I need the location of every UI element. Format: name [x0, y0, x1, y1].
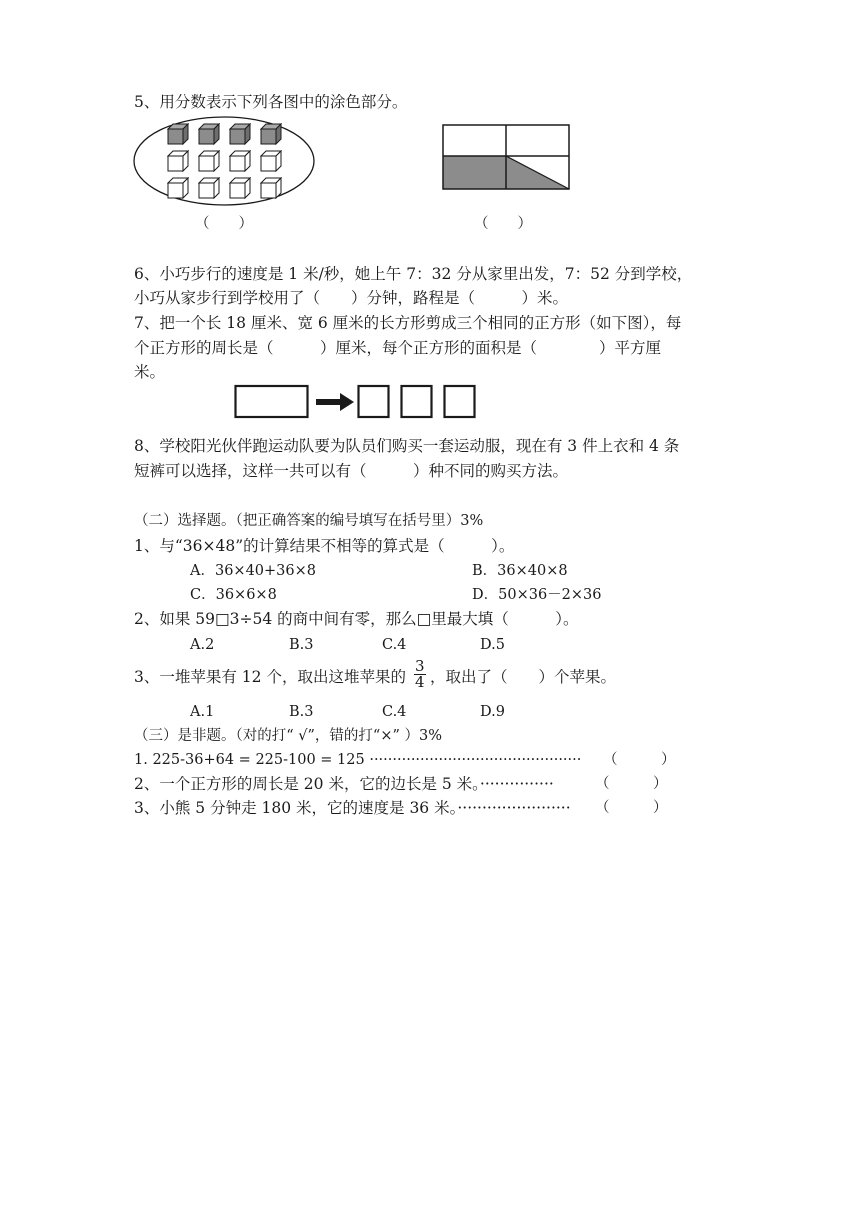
cube	[198, 177, 220, 199]
shaded-cube	[260, 123, 282, 145]
cube	[198, 150, 220, 172]
q8-line1: 8、学校阳光伙伴跑运动队要为队员们购买一套运动服，现在有 3 件上衣和 4 条	[134, 437, 680, 455]
s3-q1-text: 1. 225-36+64 = 225-100 = 125 ··············································	[134, 752, 582, 768]
rectangle-figure	[442, 124, 570, 190]
s2-q3-option-d[interactable]: D.9	[480, 704, 505, 720]
shaded-cube	[229, 123, 251, 145]
s3-q3-blank[interactable]: （ ）	[595, 800, 668, 816]
s2-q2-option-a[interactable]: A.2	[190, 637, 215, 653]
q5-blank-right[interactable]: （ ）	[474, 216, 532, 232]
section3-title: （三）是非题。（对的打“ √”，错的打“×” ）3%	[134, 728, 443, 744]
fraction-numerator: 3	[415, 657, 425, 675]
q7-line3: 米。	[134, 363, 166, 381]
s2-q2-option-c[interactable]: C.4	[382, 637, 407, 653]
q7-line2: 个正方形的周长是（ ）厘米，每个正方形的面积是（ ）平方厘	[134, 339, 662, 357]
s2-q3-option-b[interactable]: B.3	[289, 704, 314, 720]
cube-ellipse-figure	[132, 115, 318, 209]
shaded-cube	[198, 123, 220, 145]
s2-q1-option-a[interactable]: A．36×40+36×8	[190, 563, 316, 579]
s2-q1-text: 1、与“36×48”的计算结果不相等的算式是（ ）。	[134, 537, 515, 555]
rectangle-to-squares-figure	[234, 384, 478, 420]
q5-blank-left[interactable]: （ ）	[195, 216, 253, 232]
shaded-left-quarter	[443, 156, 506, 189]
s3-q2-blank[interactable]: （ ）	[595, 776, 668, 792]
ellipse-outline	[134, 117, 314, 205]
long-rectangle	[236, 386, 308, 417]
s2-q2-text: 2、如果 59□3÷54 的商中间有零，那么□里最大填（ ）。	[134, 610, 579, 628]
square-1	[359, 386, 389, 417]
cube	[260, 177, 282, 199]
s3-q1-blank[interactable]: （ ）	[603, 752, 676, 768]
q6-line1: 6、小巧步行的速度是 1 米/秒，她上午 7：32 分从家里出发，7：52 分到学校，	[134, 265, 693, 283]
s2-q1-option-c[interactable]: C．36×6×8	[190, 587, 277, 603]
q5-text: 5、用分数表示下列各图中的涂色部分。	[134, 93, 408, 111]
s2-q3-text-before: 3、一堆苹果有 12 个，取出这堆苹果的	[134, 668, 406, 686]
q7-line1: 7、把一个长 18 厘米、宽 6 厘米的长方形剪成三个相同的正方形（如下图），每	[134, 314, 682, 332]
right-arrow-icon	[316, 393, 354, 411]
fraction-denominator: 4	[415, 673, 425, 691]
s2-q2-option-b[interactable]: B.3	[289, 637, 314, 653]
s2-q3-text-after: ，取出了（ ）个苹果。	[430, 668, 617, 686]
cube	[229, 177, 251, 199]
s2-q2-option-d[interactable]: D.5	[480, 637, 505, 653]
shaded-cube	[167, 123, 189, 145]
s2-q3-option-c[interactable]: C.4	[382, 704, 407, 720]
square-2	[402, 386, 432, 417]
s2-q1-option-d[interactable]: D．50×36－2×36	[472, 587, 602, 603]
s3-q2-text: 2、一个正方形的周长是 20 米，它的边长是 5 米。···············	[134, 775, 554, 793]
cube	[260, 150, 282, 172]
square-3	[445, 386, 475, 417]
section2-title: （二）选择题。（把正确答案的编号填写在括号里）3%	[134, 513, 484, 529]
fraction-three-quarters	[414, 659, 426, 690]
q6-line2: 小巧从家步行到学校用了（ ）分钟，路程是（ ）米。	[134, 289, 569, 307]
s2-q3-option-a[interactable]: A.1	[190, 704, 215, 720]
q8-line2: 短裤可以选择，这样一共可以有（ ）种不同的购买方法。	[134, 462, 569, 480]
cube	[167, 150, 189, 172]
cube	[229, 150, 251, 172]
s3-q3-text: 3、小熊 5 分钟走 180 米，它的速度是 36 米。·······················	[134, 799, 571, 817]
cube	[167, 177, 189, 199]
s2-q1-option-b[interactable]: B．36×40×8	[472, 563, 568, 579]
